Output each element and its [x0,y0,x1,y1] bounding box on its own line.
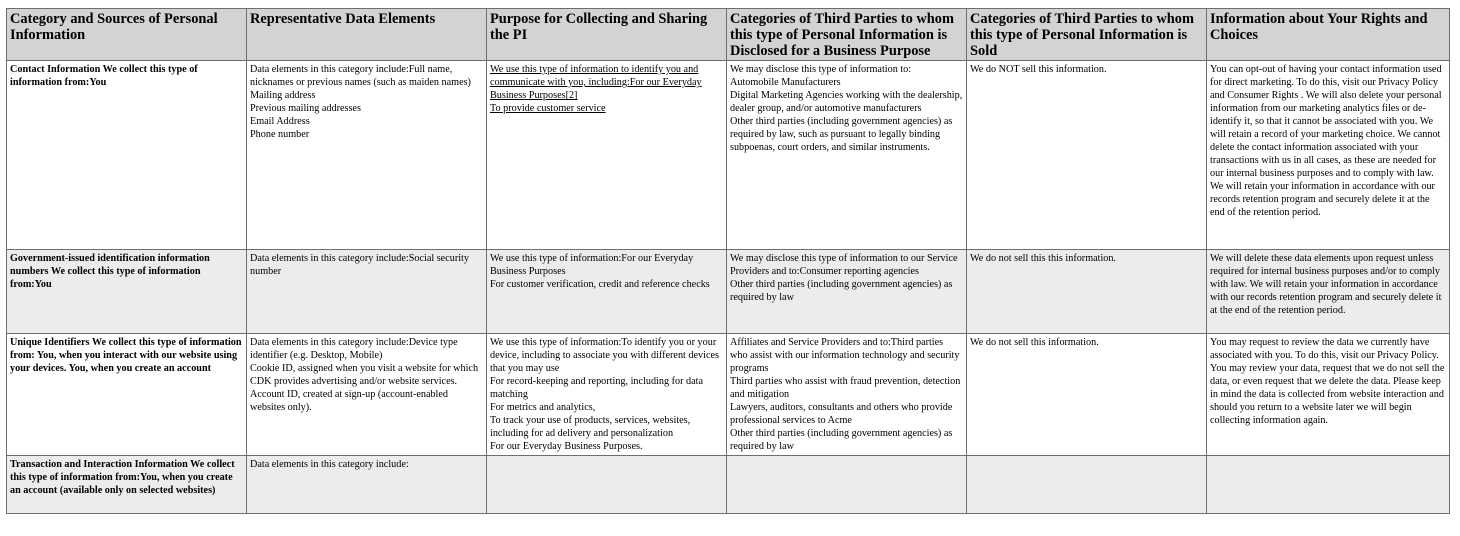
disclosed-parties-cell [727,61,967,250]
sold-parties-cell: We do NOT sell this information. [967,61,1207,250]
header-disclosed-parties: Categories of Third Parties to whom this type of Personal Information is Disclosed for a Business Purpose [727,9,967,61]
sold-parties-cell: We do not sell this this information. [967,250,1207,334]
list-item: Other third parties (including government agencies) as required by law [730,279,953,303]
table-header-row [7,9,1450,61]
category-cell: Government-issued identification information numbers We collect this type of information from:You [7,250,247,334]
list-item: Data elements in this category include: [250,459,409,470]
list-item: Previous mailing addresses [250,103,361,114]
table-row [7,61,1450,250]
list-item: Mailing address [250,90,316,101]
list-item: Account ID, created at sign-up (account-enabled websites only). [250,389,448,413]
table-row [7,250,1450,334]
purpose-cell [487,456,727,514]
header-data-elements: Representative Data Elements [247,9,487,61]
list-item: Lawyers, auditors, consultants and others who provide professional services to Acme [730,402,953,426]
data-elements-cell [247,334,487,456]
list-item: For customer verification, credit and reference checks [490,279,710,290]
category-cell: Unique Identifiers We collect this type of information from: You, when you interact with our website using your devices. You, when you create an account [7,334,247,456]
header-rights-choices: Information about Your Rights and Choices [1207,9,1450,61]
list-item: Other third parties (including government agencies) as required by law [730,428,953,452]
header-purpose: Purpose for Collecting and Sharing the PI [487,9,727,61]
list-item: We may disclose this type of information to our Service Providers and to:Consumer reporting agencies [730,253,958,277]
category-cell: Transaction and Interaction Information We collect this type of information from:You, when you create an account (available only on selected websites) [7,456,247,514]
rights-choices-cell: You can opt-out of having your contact information used for direct marketing. To do this, visit our Privacy Policy and Consumer Rights . We will also delete your personal information from our marketing analytics files or de-identify it, so that it cannot be associated with you. We will retain a record of your marketing choice. We cannot delete the contact information associated with your transactions with us in all cases, as these are needed for our internal business purposes and to comply with law. We will retain your information in accordance with our records retention program and securely delete it at the end of the retention period. [1207,61,1450,250]
personal-information-table [6,8,1450,514]
list-item: Other third parties (including government agencies) as required by law, such as pursuant to legally binding subpoenas, court orders, and similar instruments. [730,116,953,153]
list-item: For metrics and analytics, [490,402,596,413]
table-row [7,334,1450,456]
rights-choices-cell: You may request to review the data we currently have associated with you. To do this, visit our Privacy Policy. You may review your data, request that we do not sell the data, or even request that we delete the data. Please keep in mind the data is collected from website interaction and should you return to a website later we will begin collecting information again. [1207,334,1450,456]
list-item: We use this type of information:For our Everyday Business Purposes [490,253,694,277]
list-item: We use this type of information:To identify you or your device, including to associate you with different devices that you may use [490,337,719,374]
disclosed-parties-cell [727,456,967,514]
purpose-cell [487,61,727,250]
list-item: For record-keeping and reporting, including for data matching [490,376,704,400]
list-item: For our Everyday Business Purposes. [490,441,643,452]
purpose-cell [487,250,727,334]
list-item: Automobile Manufacturers [730,77,841,88]
rights-choices-cell [1207,456,1450,514]
sold-parties-cell: We do not sell this information. [967,334,1207,456]
list-item: To track your use of products, services, websites, including for ad delivery and personalization [490,415,691,439]
list-item: Data elements in this category include:Social security number [250,253,469,277]
data-elements-cell [247,250,487,334]
list-item: Data elements in this category include:Device type identifier (e.g. Desktop, Mobile) [250,337,458,361]
purpose-cell [487,334,727,456]
list-item: Third parties who assist with fraud prevention, detection and mitigation [730,376,961,400]
data-elements-cell [247,456,487,514]
data-elements-cell [247,61,487,250]
list-item: Data elements in this category include:Full name, nicknames or previous names (such as maiden names) [250,64,471,88]
header-sold-parties: Categories of Third Parties to whom this type of Personal Information is Sold [967,9,1207,61]
sold-parties-cell [967,456,1207,514]
list-item: Cookie ID, assigned when you visit a website for which CDK provides advertising and/or website services. [250,363,479,387]
list-item: Digital Marketing Agencies working with the dealership, dealer group, and/or automotive manufacturers [730,90,963,114]
rights-choices-cell: We will delete these data elements upon request unless required for internal business purposes and/or to comply with law. We will retain your information in accordance with our records retention program and securely delete it at the end of the retention period. [1207,250,1450,334]
list-item: Affiliates and Service Providers and to:Third parties who assist with our information technology and security programs [730,337,960,374]
disclosed-parties-cell [727,250,967,334]
list-item: Email Address [250,116,310,127]
everyday-business-purposes-link[interactable]: We use this type of information to identify you and communicate with you, including:For our Everyday Business Purposes[2] [490,64,702,101]
list-item: We may disclose this type of information to: [730,64,912,75]
header-category: Category and Sources of Personal Information [7,9,247,61]
list-item: Phone number [250,129,310,140]
category-cell: Contact Information We collect this type of information from:You [7,61,247,250]
customer-service-link[interactable]: To provide customer service [490,103,606,114]
disclosed-parties-cell [727,334,967,456]
table-row [7,456,1450,514]
